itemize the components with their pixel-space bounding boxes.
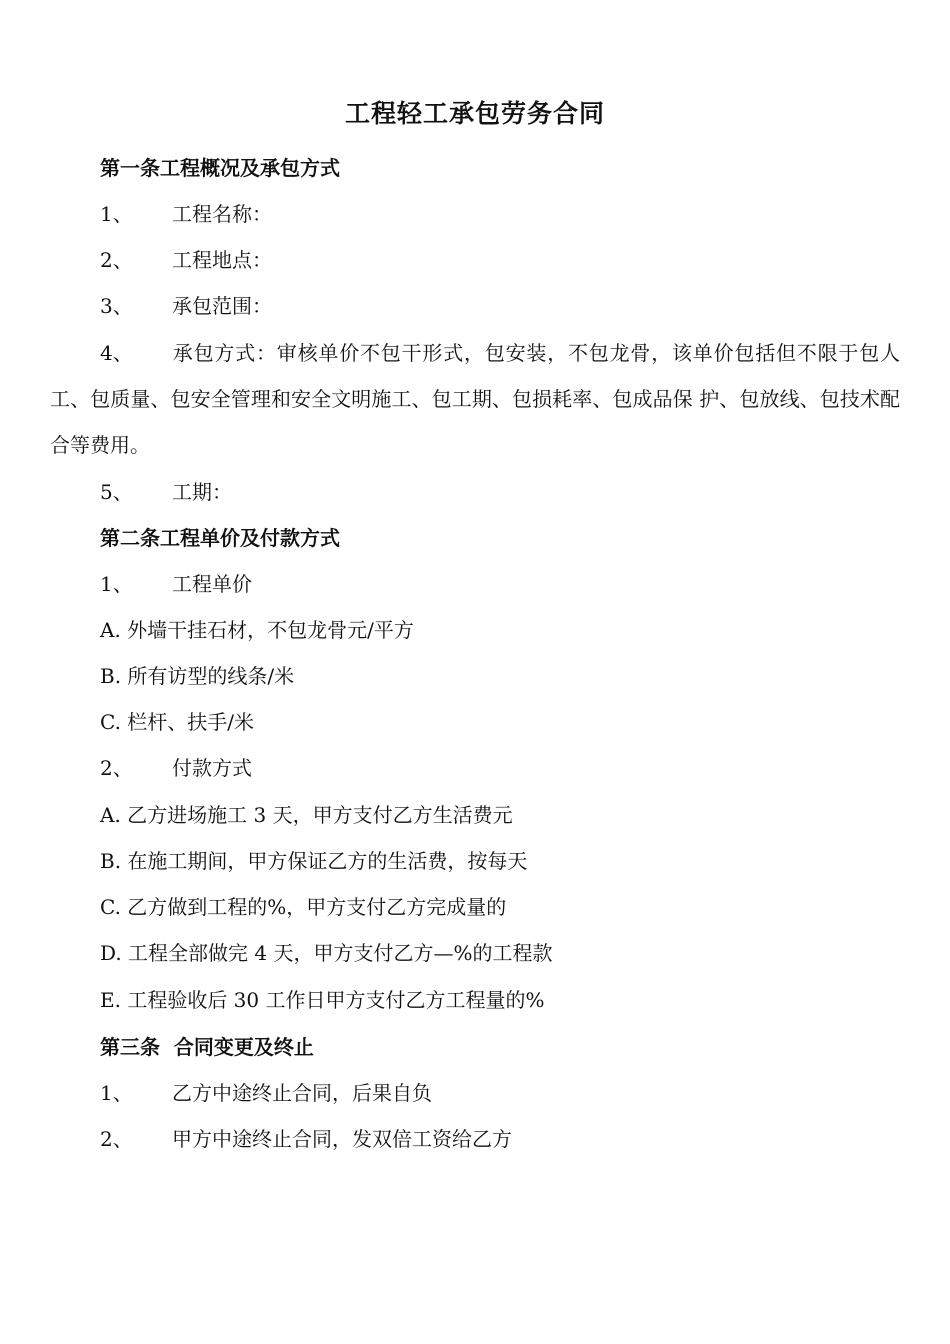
section-2-payment-heading [100, 753, 252, 783]
payment-item-a: A. 乙方进场施工 3 天，甲方支付乙方生活费元 [100, 803, 513, 827]
section-1-item-2 [100, 245, 272, 275]
section-3-item-2 [100, 1124, 512, 1154]
price-item-a: A. 外墙干挂石材，不包龙骨元/平方 [100, 618, 414, 642]
section-2-price-heading [100, 569, 252, 599]
section-3-heading: 第三条 合同变更及终止 [100, 1035, 314, 1059]
item-number: 2、 [100, 1127, 133, 1151]
section-3-item-1 [100, 1078, 432, 1108]
item-text: 工程地点： [172, 248, 272, 272]
item-text: 工期： [172, 480, 232, 504]
item-text: 工程单价 [172, 572, 252, 596]
item-text: 承包方式：审核单价不包干形式，包安装，不包龙骨，该单价包括但不限于包人工、包质量、包安全管理和安全文明施工、包工期、包损耗率、包成品保 护、包放线、包技术配合等费用。 [50, 341, 900, 457]
section-1-item-1 [100, 199, 272, 229]
price-item-c: C. 栏杆、扶手/米 [100, 710, 255, 734]
price-item-b: B. 所有访型的线条/米 [100, 664, 295, 688]
item-number: 1、 [100, 572, 133, 596]
item-number: 5、 [100, 480, 133, 504]
item-number: 2、 [100, 756, 133, 780]
section-1-item-3 [100, 291, 272, 321]
section-1-heading: 第一条工程概况及承包方式 [100, 156, 340, 180]
payment-item-d: D. 工程全部做完 4 天，甲方支付乙方—%的工程款 [100, 941, 553, 965]
item-text: 甲方中途终止合同，发双倍工资给乙方 [172, 1127, 512, 1151]
section-1-item-4 [50, 330, 900, 468]
item-text: 付款方式 [172, 756, 252, 780]
document-title: 工程轻工承包劳务合同 [344, 99, 605, 128]
item-text: 乙方中途终止合同，后果自负 [172, 1081, 432, 1105]
item-number: 3、 [100, 294, 133, 318]
payment-item-e: E. 工程验收后 30 工作日甲方支付乙方工程量的% [100, 988, 545, 1012]
section-2-heading: 第二条工程单价及付款方式 [100, 526, 340, 550]
section-1-item-5 [100, 477, 232, 507]
item-number: 1、 [100, 1081, 133, 1105]
item-number: 1、 [100, 202, 133, 226]
item-number: 4、 [100, 341, 133, 365]
payment-item-b: B. 在施工期间，甲方保证乙方的生活费，按每天 [100, 849, 528, 873]
payment-item-c: C. 乙方做到工程的%，甲方支付乙方完成量的 [100, 895, 507, 919]
item-text: 承包范围： [172, 294, 272, 318]
item-text: 工程名称： [172, 202, 272, 226]
item-number: 2、 [100, 248, 133, 272]
